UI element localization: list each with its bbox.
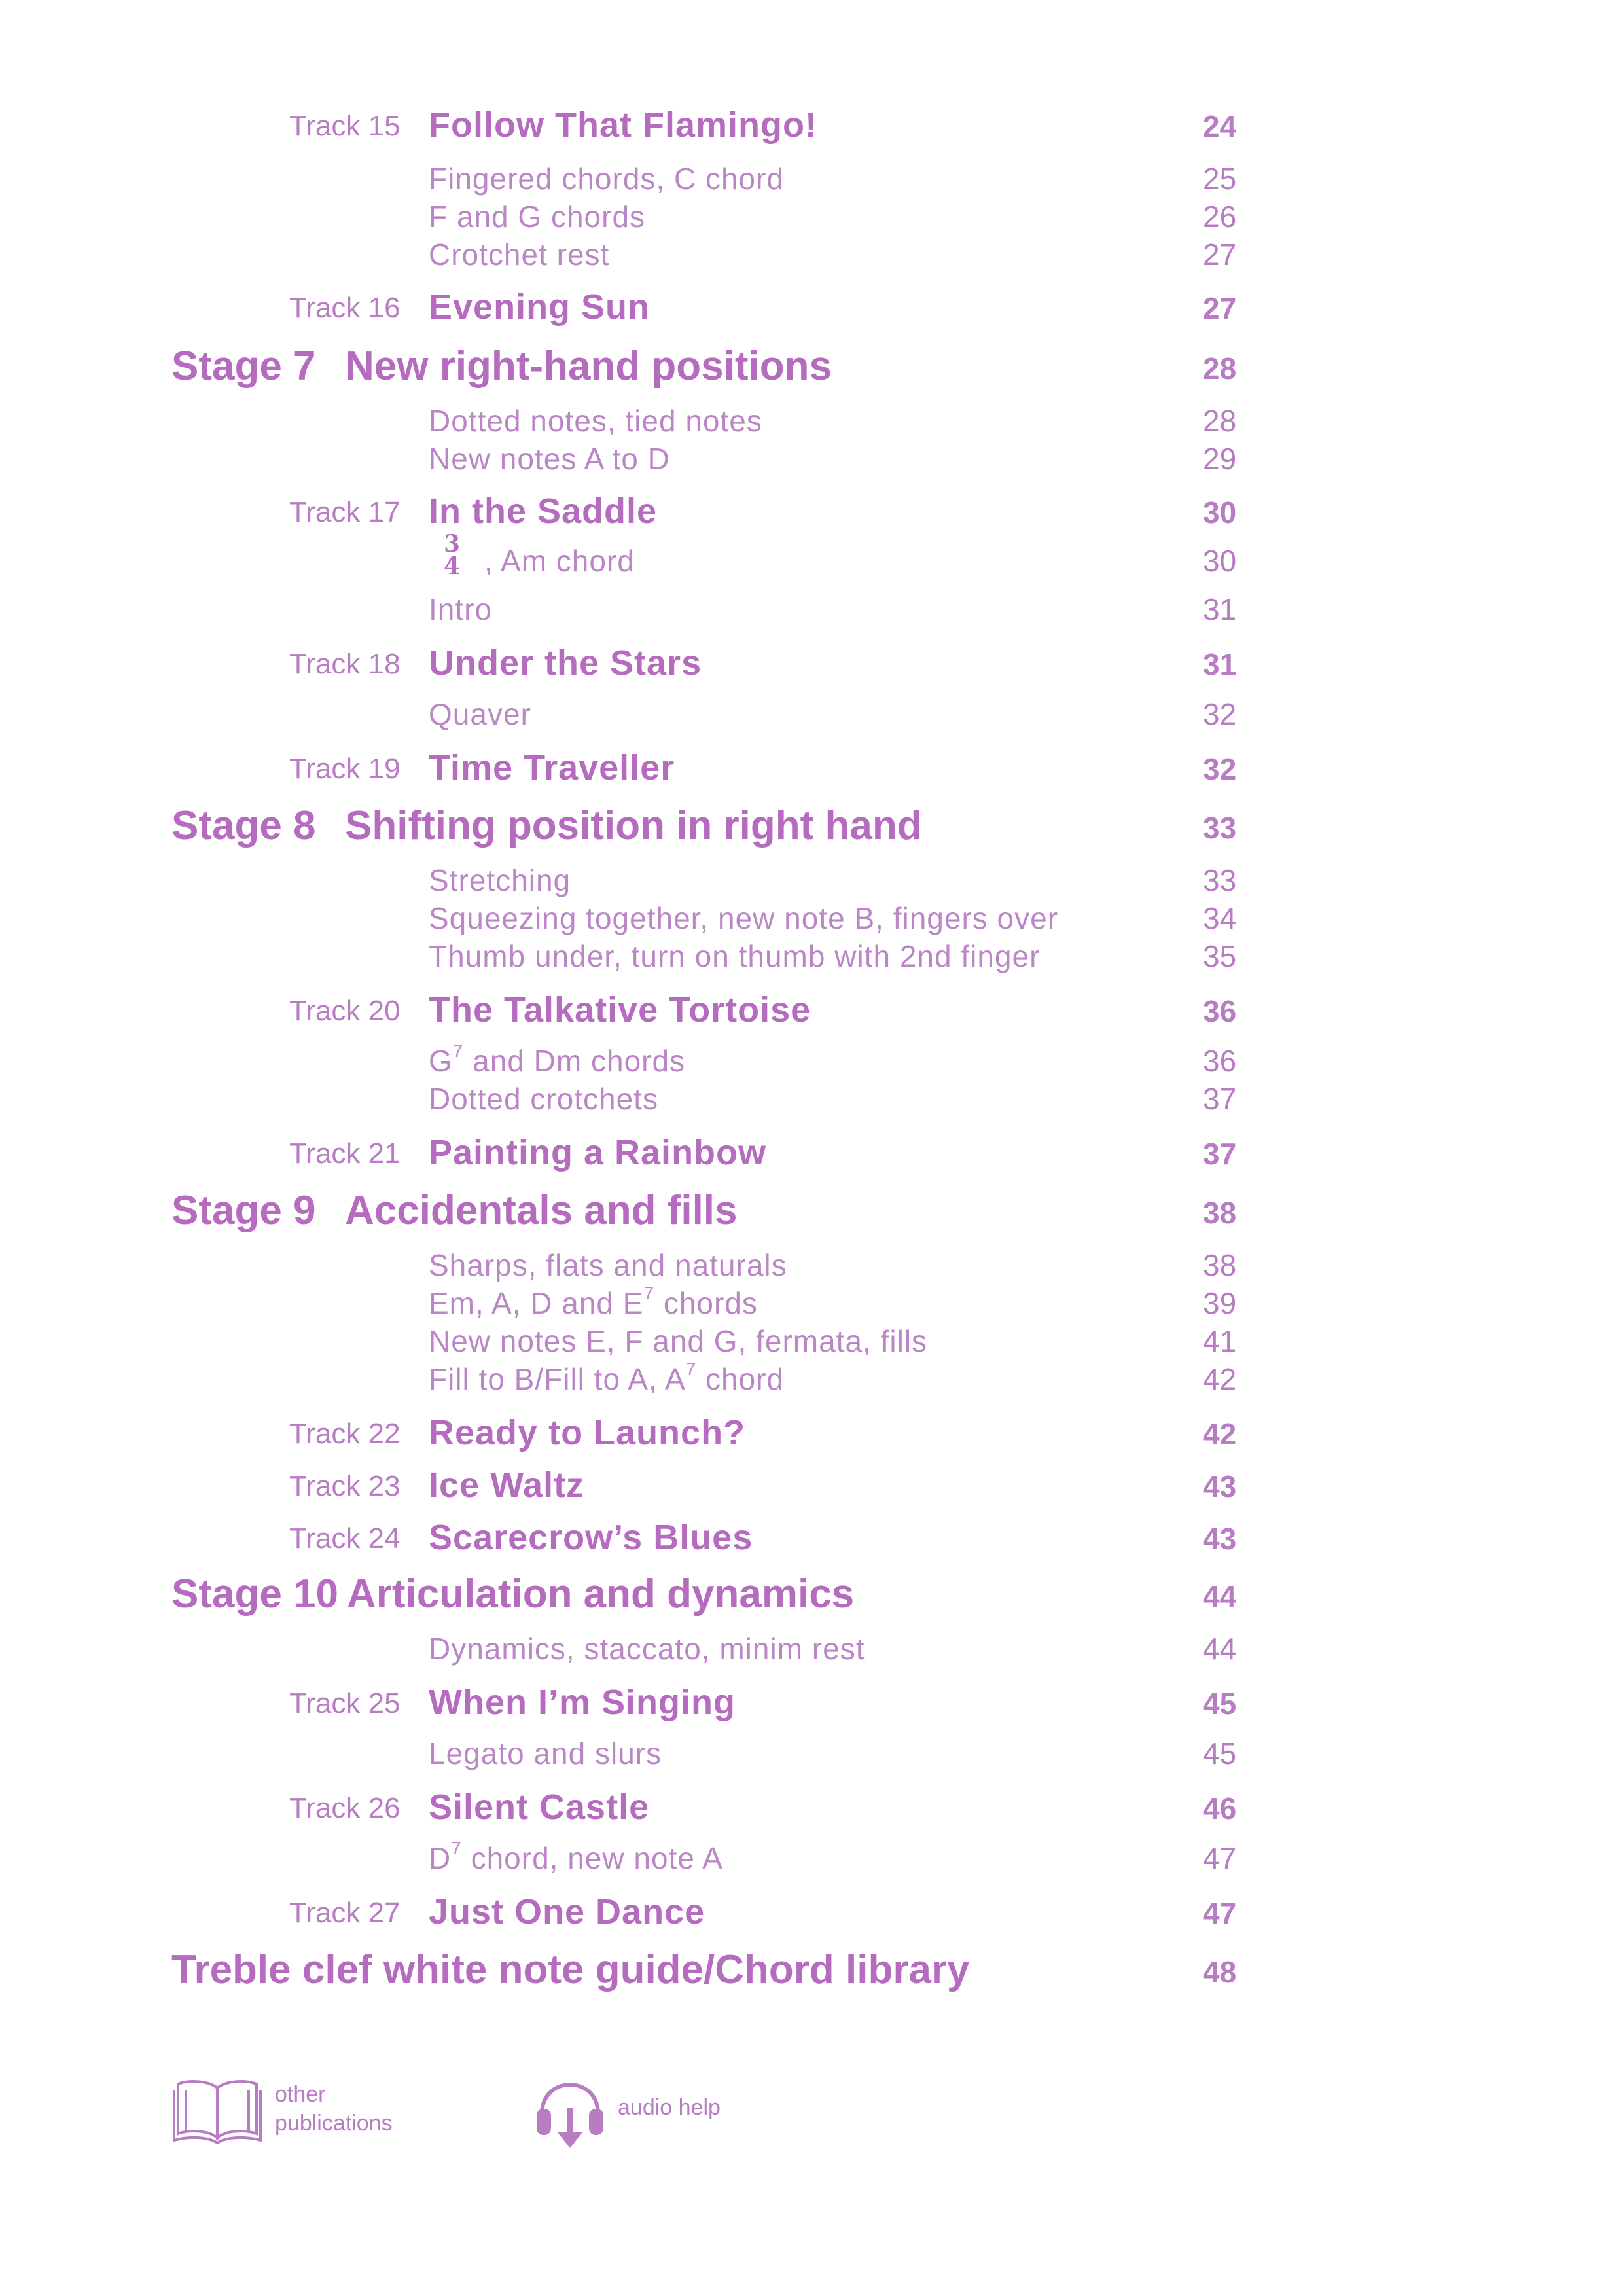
track-label: Track 18 [289, 648, 401, 680]
track-title: In the Saddle [429, 492, 658, 531]
open-book-icon [171, 2075, 263, 2150]
track-title: When I’m Singing [429, 1683, 736, 1722]
other-publications-link[interactable] [171, 2075, 420, 2153]
stage-label: Stage 7 [171, 344, 316, 389]
subtopic-text: F and G chords [429, 200, 646, 234]
stage-title: New right-hand positions [345, 344, 832, 389]
track-label: Track 26 [289, 1792, 401, 1824]
page-number: 32 [1203, 697, 1237, 731]
superscript: 7 [452, 1041, 464, 1061]
track-label: Track 23 [289, 1470, 401, 1502]
page-number: 30 [1203, 544, 1237, 578]
page-number: 24 [1203, 109, 1237, 143]
page-number: 30 [1203, 495, 1237, 529]
subtopic-text: Fingered chords, C chord [429, 162, 785, 196]
page-number: 48 [1203, 1955, 1237, 1989]
track-title: Time Traveller [429, 748, 675, 787]
page-number: 28 [1203, 351, 1237, 386]
page-number: 41 [1203, 1324, 1237, 1358]
other-publications-line1: other [275, 2082, 326, 2107]
page-number: 38 [1203, 1248, 1237, 1282]
track-label: Track 19 [289, 753, 401, 785]
audio-help-link[interactable] [534, 2068, 757, 2153]
page-number: 25 [1203, 162, 1237, 196]
page-number: 29 [1203, 442, 1237, 476]
page-number: 26 [1203, 200, 1237, 234]
subtopic-text [429, 1361, 784, 1397]
subtopic-text-part: Fill to B/Fill to A, A [429, 1362, 686, 1396]
track-label: Track 21 [289, 1138, 401, 1170]
subtopic-text: Quaver [429, 697, 531, 731]
stage-label: Stage 9 [171, 1188, 316, 1233]
stage-label: Stage 10 [171, 1571, 339, 1617]
superscript: 7 [685, 1359, 697, 1379]
track-title: Scarecrow’s Blues [429, 1518, 753, 1557]
subtopic-text: Legato and slurs [429, 1736, 662, 1770]
track-label: Track 16 [289, 292, 401, 324]
subtopic-text [429, 1840, 723, 1876]
page-number: 28 [1203, 404, 1237, 438]
track-title: Just One Dance [429, 1892, 705, 1931]
subtopic-text-part: chord, new note A [461, 1841, 723, 1875]
subtopic-text-part: chords [654, 1286, 758, 1320]
audio-help-label: audio help [618, 2095, 721, 2120]
subtopic-text: Dynamics, staccato, minim rest [429, 1632, 865, 1666]
headphones-download-icon [534, 2068, 606, 2157]
time-signature [444, 530, 461, 580]
page-number: 27 [1203, 291, 1237, 325]
section-title: Treble clef white note guide/Chord library [171, 1947, 970, 1992]
track-title: Painting a Rainbow [429, 1133, 767, 1172]
page-number: 31 [1203, 592, 1237, 626]
page-number: 32 [1203, 752, 1237, 786]
page-number: 47 [1203, 1896, 1237, 1930]
page-number: 36 [1203, 1044, 1237, 1078]
page-number: 36 [1203, 994, 1237, 1028]
page-number: 45 [1203, 1736, 1237, 1770]
track-title: Under the Stars [429, 643, 702, 683]
track-label: Track 20 [289, 995, 401, 1027]
subtopic-text: New notes E, F and G, fermata, fills [429, 1324, 928, 1358]
subtopic-text-part: chord [696, 1362, 785, 1396]
page-number: 38 [1203, 1196, 1237, 1230]
page-number: 42 [1203, 1362, 1237, 1396]
superscript: 7 [643, 1283, 655, 1303]
track-title: Evening Sun [429, 287, 651, 327]
page-number: 35 [1203, 939, 1237, 973]
subtopic-text [429, 1285, 758, 1321]
subtopic-text: Thumb under, turn on thumb with 2nd finger [429, 939, 1041, 973]
subtopic-text: Dotted crotchets [429, 1082, 658, 1116]
subtopic-text-part: and Dm chords [463, 1044, 686, 1078]
page-number: 44 [1203, 1632, 1237, 1666]
page-number: 45 [1203, 1687, 1237, 1721]
page-number: 44 [1203, 1579, 1237, 1613]
page-number: 46 [1203, 1791, 1237, 1825]
page-number: 31 [1203, 647, 1237, 681]
stage-label: Stage 8 [171, 803, 316, 848]
track-label: Track 17 [289, 496, 401, 528]
page-number: 27 [1203, 238, 1237, 272]
page-number: 39 [1203, 1286, 1237, 1320]
subtopic-text: Sharps, flats and naturals [429, 1248, 787, 1282]
stage-title: Shifting position in right hand [345, 803, 922, 848]
page-number: 47 [1203, 1841, 1237, 1875]
other-publications-line2: publications [275, 2111, 393, 2136]
page-number: 37 [1203, 1137, 1237, 1171]
page-number: 33 [1203, 811, 1237, 845]
track-label: Track 25 [289, 1687, 401, 1719]
superscript: 7 [451, 1838, 462, 1858]
time-signature-numerator: 3 [444, 530, 461, 558]
track-label: Track 22 [289, 1418, 401, 1450]
other-publications-label [275, 2080, 393, 2138]
track-title: The Talkative Tortoise [429, 990, 812, 1030]
page-number: 33 [1203, 863, 1237, 897]
track-title: Silent Castle [429, 1787, 650, 1827]
page-number: 43 [1203, 1522, 1237, 1556]
subtopic-text [429, 1043, 685, 1079]
subtopic-text-part: G [429, 1044, 453, 1078]
track-label: Track 15 [289, 110, 401, 142]
subtopic-text: Squeezing together, new note B, fingers over [429, 901, 1059, 935]
subtopic-text: Dotted notes, tied notes [429, 404, 762, 438]
page-number: 37 [1203, 1082, 1237, 1116]
stage-title: Accidentals and fills [345, 1188, 738, 1233]
subtopic-text-part: D [429, 1841, 452, 1875]
track-title: Follow That Flamingo! [429, 105, 817, 145]
track-label: Track 27 [289, 1897, 401, 1929]
subtopic-text: Stretching [429, 863, 571, 897]
page-number: 43 [1203, 1469, 1237, 1503]
stage-title: Articulation and dynamics [347, 1571, 855, 1617]
time-signature-denominator: 4 [444, 552, 461, 580]
subtopic-text: New notes A to D [429, 442, 670, 476]
track-title: Ready to Launch? [429, 1413, 746, 1452]
subtopic-text: Intro [429, 592, 493, 626]
subtopic-text-part: Em, A, D and E [429, 1286, 644, 1320]
track-label: Track 24 [289, 1522, 401, 1554]
page-number: 34 [1203, 901, 1237, 935]
track-title: Ice Waltz [429, 1465, 585, 1505]
subtopic-text: Crotchet rest [429, 238, 610, 272]
page-number: 42 [1203, 1417, 1237, 1451]
subtopic-text: , Am chord [484, 544, 635, 578]
